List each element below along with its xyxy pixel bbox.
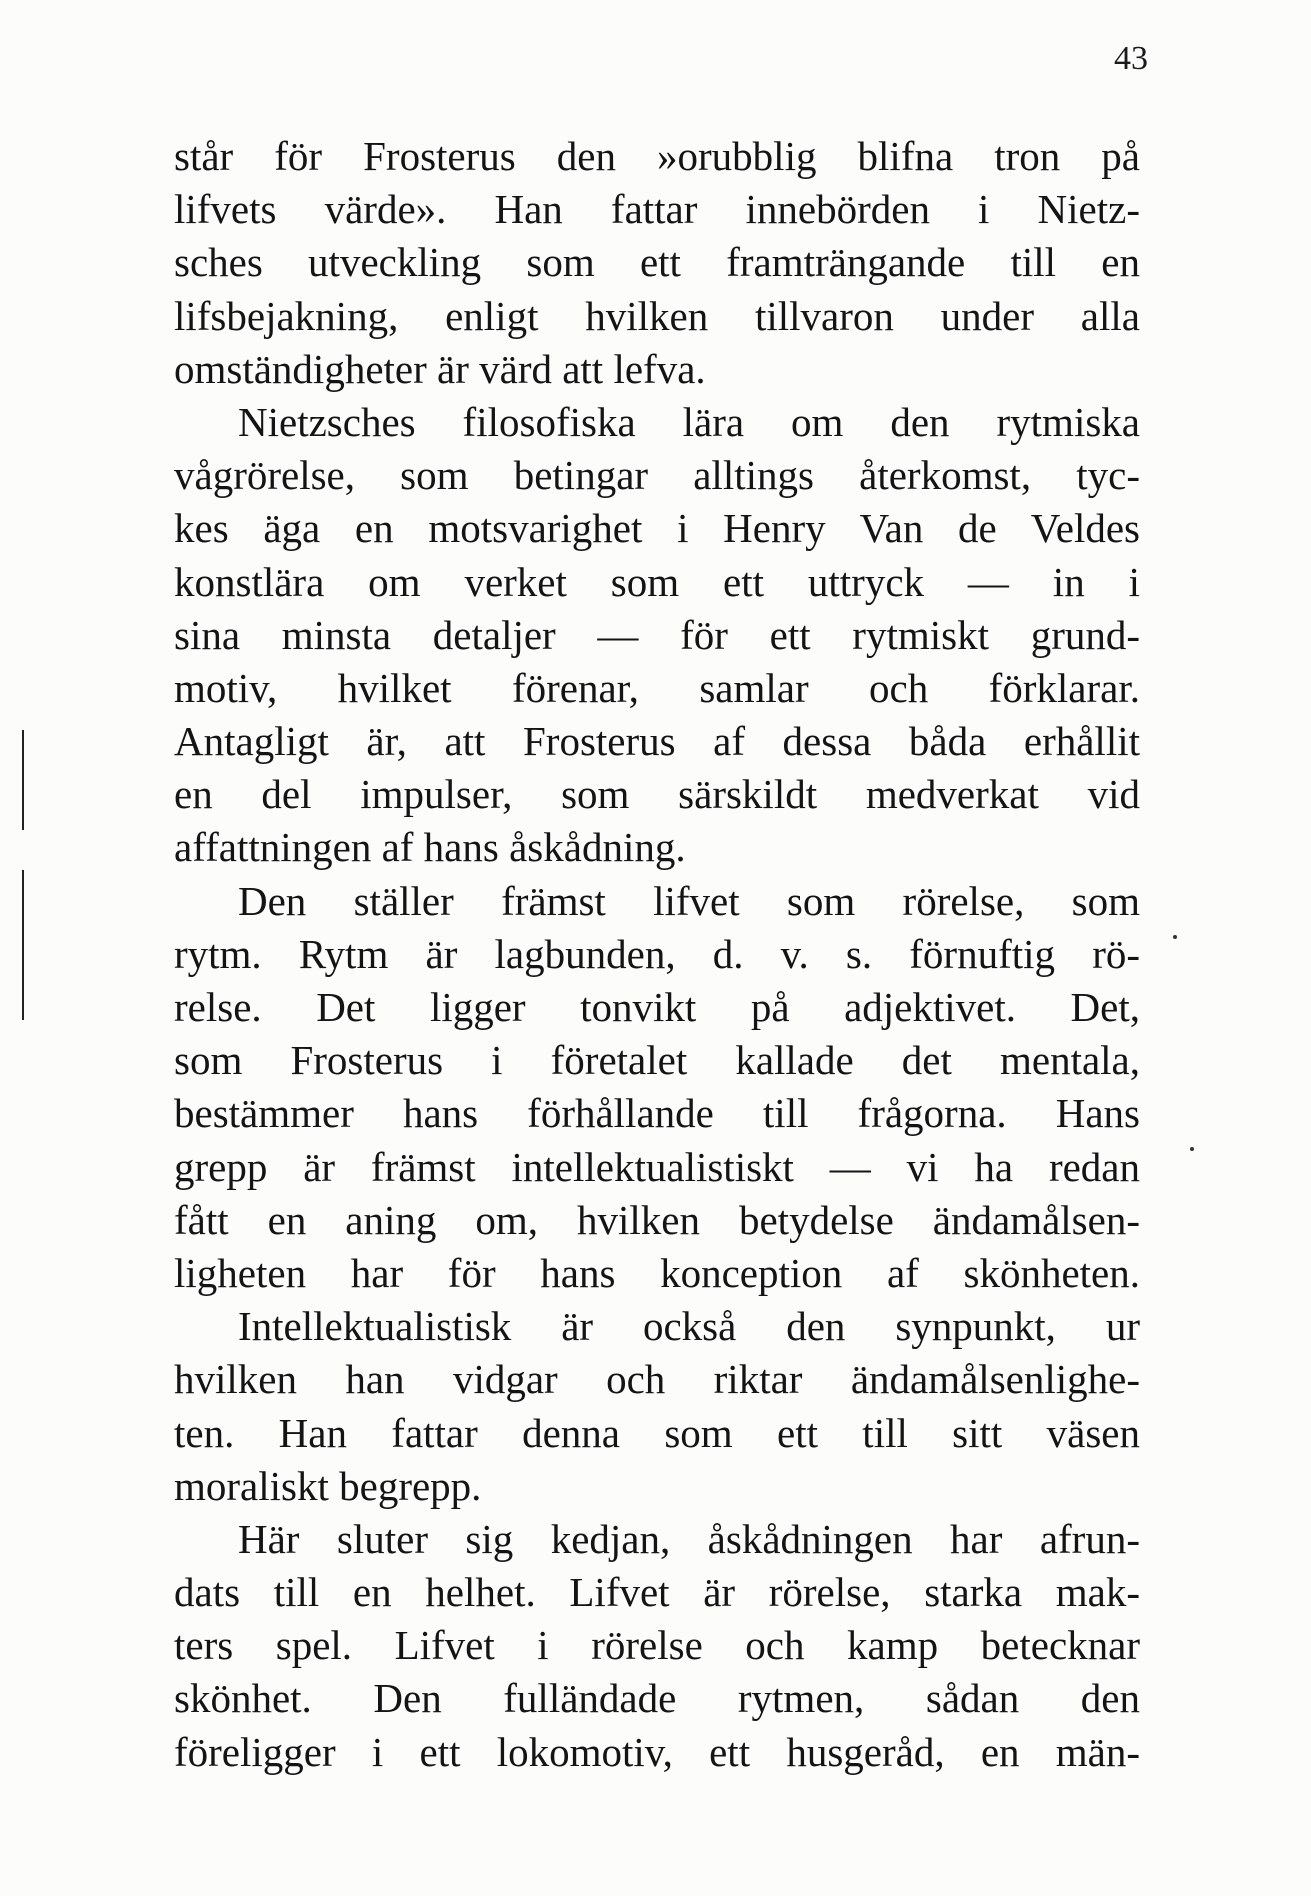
text-line: ters spel. Lifvet i rörelse och kamp betecknar — [174, 1622, 1140, 1669]
text-line: motiv, hvilket förenar, samlar och förklarar. — [174, 664, 1140, 711]
scan-speck — [1173, 935, 1177, 939]
text-line: som Frosterus i företalet kallade det mentala, — [174, 1037, 1140, 1084]
text-line: kes äga en motsvarighet i Henry Van de Veldes — [174, 505, 1140, 552]
text-line: omständigheter är värd att lefva. — [174, 345, 706, 392]
text-line: lifvets värde». Han fattar innebörden i Nietz- — [174, 186, 1140, 233]
body-text — [174, 130, 1140, 1779]
text-line: skönhet. Den fulländade rytmen, sådan den — [174, 1675, 1140, 1722]
text-line: Här sluter sig kedjan, åskådningen har afrun- — [238, 1515, 1140, 1562]
text-line: vågrörelse, som betingar alltings återkomst, tyc- — [174, 452, 1140, 499]
page-number: 43 — [1114, 40, 1148, 77]
text-line: Den ställer främst lifvet som rörelse, som — [238, 877, 1140, 924]
text-line: ligheten har för hans konception af skönheten. — [174, 1249, 1140, 1296]
text-line: Intellektualistisk är också den synpunkt, ur — [238, 1303, 1140, 1350]
text-line: Antagligt är, att Frosterus af dessa båda erhållit — [174, 718, 1140, 765]
text-line: konstlära om verket som ett uttryck — in i — [174, 558, 1140, 605]
text-line: en del impulser, som särskildt medverkat vid — [174, 771, 1140, 818]
text-line: sches utveckling som ett framträngande till en — [174, 239, 1140, 286]
text-line: fått en aning om, hvilken betydelse ändamålsen- — [174, 1196, 1140, 1243]
scan-margin-mark — [22, 730, 24, 830]
text-line: Nietzsches filosofiska lära om den rytmiska — [238, 398, 1140, 445]
text-line: sina minsta detaljer — för ett rytmiskt grund- — [174, 611, 1140, 658]
text-line: står för Frosterus den »orubblig blifna tron på — [174, 133, 1140, 179]
scan-margin-mark — [22, 870, 24, 1020]
text-line: affattningen af hans åskådning. — [174, 824, 686, 871]
text-line: rytm. Rytm är lagbunden, d. v. s. förnuftig rö- — [174, 930, 1140, 977]
text-line: relse. Det ligger tonvikt på adjektivet. Det, — [174, 984, 1140, 1030]
text-line: grepp är främst intellektualistiskt — vi ha redan — [174, 1143, 1140, 1190]
text-line: lifsbejakning, enligt hvilken tillvaron under alla — [174, 292, 1140, 339]
text-line: hvilken han vidgar och riktar ändamålsenlighe- — [174, 1356, 1140, 1403]
text-line: ten. Han fattar denna som ett till sitt väsen — [174, 1409, 1140, 1456]
scan-speck — [1190, 1147, 1194, 1151]
text-line: bestämmer hans förhållande till frågorna. Hans — [174, 1090, 1140, 1137]
text-line: dats till en helhet. Lifvet är rörelse, starka mak- — [174, 1569, 1140, 1616]
text-line: moraliskt begrepp. — [174, 1462, 482, 1509]
text-line: föreligger i ett lokomotiv, ett husgeråd, en män- — [174, 1728, 1140, 1775]
